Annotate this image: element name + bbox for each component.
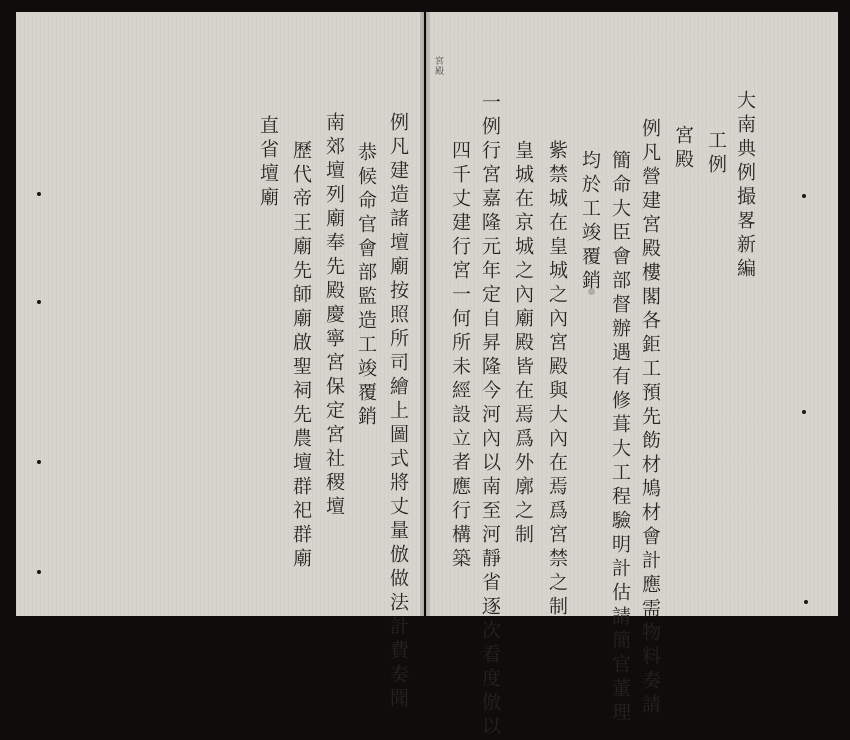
text-column: 均於工竣覆銷 [579, 150, 601, 294]
text-column: 例凡建造諸壇廟按照所司繪上圖式將丈量倣做法計費奏聞 [387, 112, 409, 712]
book-gutter [420, 12, 430, 616]
text-column: 簡命大臣會部督辦遇有修葺大工程驗明計估請簡官董理 [609, 150, 631, 726]
text-column: 例凡營建宮殿樓閣各鉅工預先飭材鳩材會計應需物料奏請 [639, 118, 661, 718]
text-column: 四千丈建行宮一何所未經設立者應行構築 [449, 140, 471, 572]
text-column: 一例行宮嘉隆元年定自昇隆今河內以南至河靜省逐次看度倣以 [479, 92, 501, 740]
binding-hole [802, 410, 806, 414]
text-column: 南郊壇列廟奉先殿慶寧宮保定宮社稷壇 [323, 112, 345, 520]
section-heading: 工例 [705, 130, 727, 178]
text-column: 直省壇廟 [257, 115, 279, 211]
binding-hole [802, 194, 806, 198]
binding-hole [37, 570, 41, 574]
text-column: 皇城在京城之內廟殿皆在焉爲外廓之制 [512, 140, 534, 548]
binding-hole [37, 460, 41, 464]
binding-hole [804, 600, 808, 604]
subsection-heading: 宮殿 [672, 125, 694, 173]
text-column: 歷代帝王廟先師廟啟聖祠先農壇群祀群廟 [290, 140, 312, 572]
text-column: 恭候命官會部監造工竣覆銷 [355, 142, 377, 430]
binding-hole [37, 300, 41, 304]
margin-label: 宮殿 [433, 56, 443, 76]
book-title: 大南典例撮畧新編 [734, 90, 756, 282]
binding-hole [37, 192, 41, 196]
text-column: 紫禁城在皇城之內宮殿與大內在焉爲宮禁之制 [546, 140, 568, 620]
